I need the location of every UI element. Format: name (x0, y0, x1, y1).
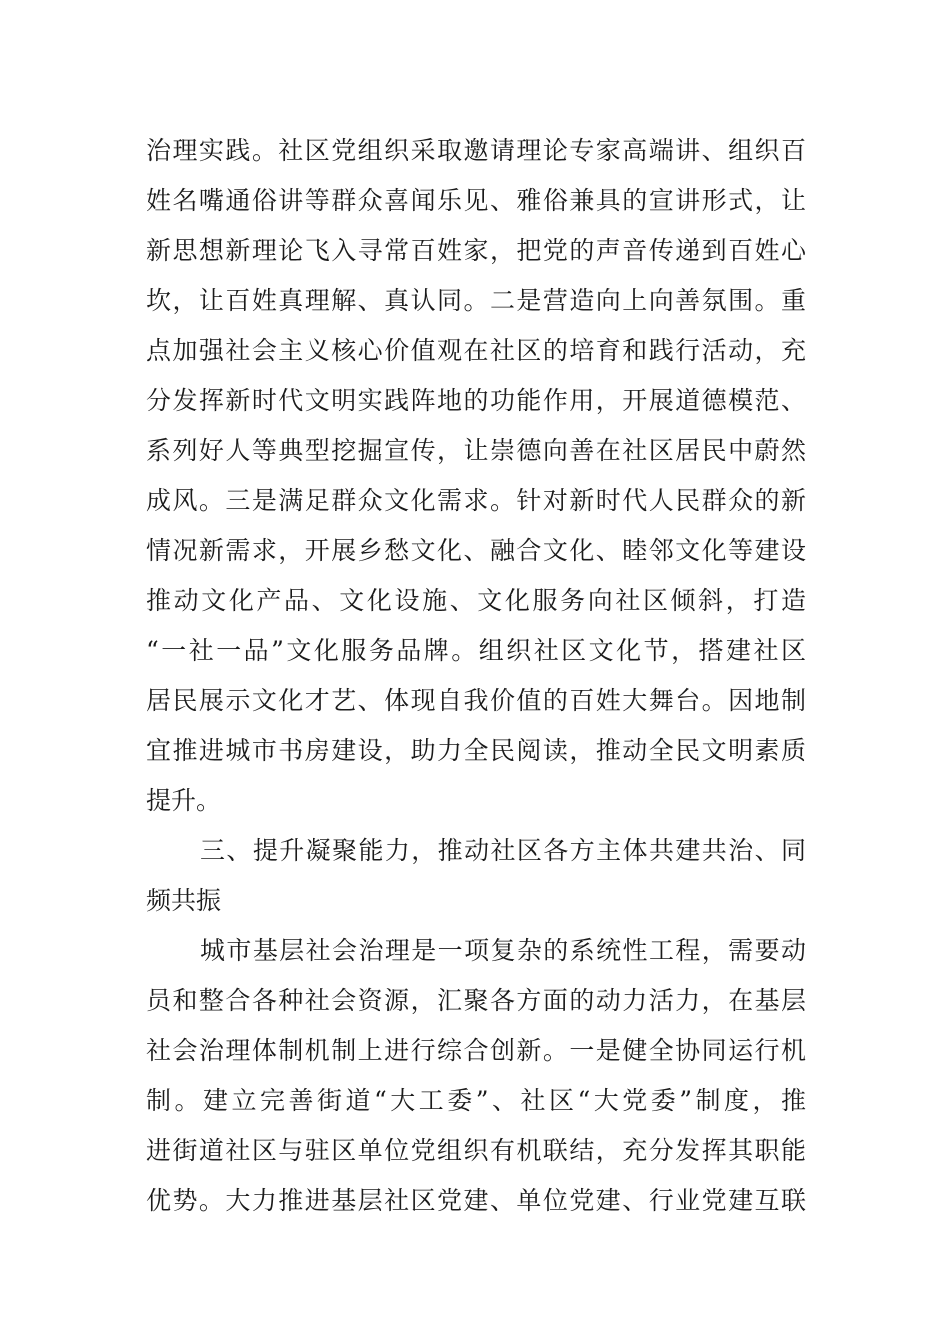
section-heading (146, 826, 806, 926)
text-line: 制。建立完善街道“大工委”、社区“大党委”制度，推 (146, 1086, 806, 1115)
text-line: 推动文化产品、文化设施、文化服务向社区倾斜，打造 (146, 586, 806, 615)
text-line: 城市基层社会治理是一项复杂的系统性工程，需要动 (200, 936, 806, 965)
paragraph-continuation (146, 126, 806, 826)
section-body (146, 926, 806, 1226)
text-line: 宜推进城市书房建设，助力全民阅读，推动全民文明素质 (146, 736, 806, 765)
text-line: 分发挥新时代文明实践阵地的功能作用，开展道德模范、 (146, 386, 806, 415)
text-line: 进街道社区与驻区单位党组织有机联结，充分发挥其职能 (146, 1136, 806, 1165)
text-line: 居民展示文化才艺、体现自我价值的百姓大舞台。因地制 (146, 686, 806, 715)
text-line: 点加强社会主义核心价值观在社区的培育和践行活动，充 (146, 336, 806, 365)
text-line: 社会治理体制机制上进行综合创新。一是健全协同运行机 (146, 1036, 806, 1065)
document-body (146, 126, 806, 1226)
text-line: 员和整合各种社会资源，汇聚各方面的动力活力，在基层 (146, 986, 806, 1015)
heading-line: 三、提升凝聚能力，推动社区各方主体共建共治、同 (200, 836, 806, 865)
heading-line: 频共振 (146, 886, 222, 915)
text-line: 优势。大力推进基层社区党建、单位党建、行业党建互联 (146, 1186, 806, 1215)
text-line: 情况新需求，开展乡愁文化、融合文化、睦邻文化等建设 (146, 536, 806, 565)
text-line: 新思想新理论飞入寻常百姓家，把党的声音传递到百姓心 (146, 236, 806, 265)
text-line: 系列好人等典型挖掘宣传，让崇德向善在社区居民中蔚然 (146, 436, 806, 465)
text-line: “一社一品”文化服务品牌。组织社区文化节，搭建社区 (146, 636, 806, 665)
text-line: 成风。三是满足群众文化需求。针对新时代人民群众的新 (146, 486, 806, 515)
text-line: 提升。 (146, 786, 222, 815)
text-line: 坎，让百姓真理解、真认同。二是营造向上向善氛围。重 (146, 286, 806, 315)
text-line: 治理实践。社区党组织采取邀请理论专家高端讲、组织百 (146, 136, 806, 165)
text-line: 姓名嘴通俗讲等群众喜闻乐见、雅俗兼具的宣讲形式，让 (146, 186, 806, 215)
